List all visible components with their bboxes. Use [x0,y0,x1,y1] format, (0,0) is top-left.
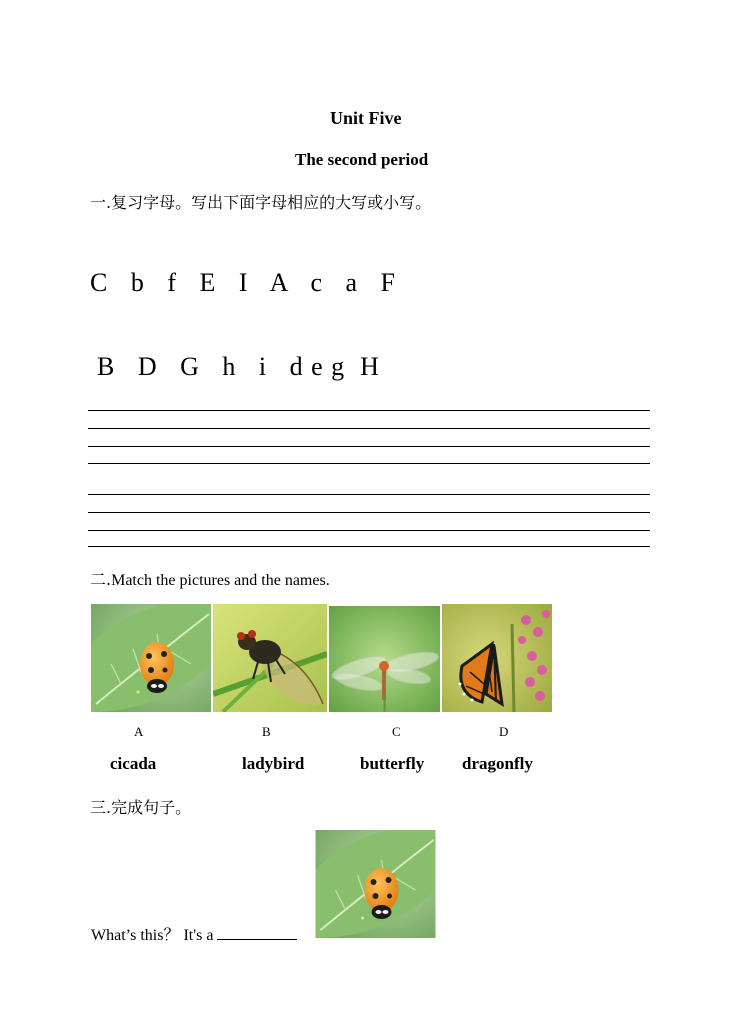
butterfly-photo [442,604,552,712]
section3-number: 三. [90,798,112,817]
section1-instruction: 复习字母。写出下面字母相应的大写或小写。 [111,193,432,212]
letters-row-2: B D G h i d e g H [97,352,380,381]
section3-instruction: 完成句子。 [111,798,192,817]
name-dragonfly[interactable]: dragonfly [462,754,533,773]
section1-heading [90,190,431,213]
letters-row-1: C b f E I A c a F [90,268,396,297]
ladybird-photo [315,830,436,938]
writing-line[interactable] [88,428,650,429]
writing-line[interactable] [88,546,650,547]
cicada-photo [213,604,327,712]
section2-number: 二. [90,570,112,589]
dragonfly-photo [329,606,440,712]
name-butterfly[interactable]: butterfly [360,754,425,773]
name-ladybird[interactable]: ladybird [242,754,305,773]
picture-label-a: A [134,724,144,739]
section3-heading [90,795,191,818]
name-cicada[interactable]: cicada [110,754,157,773]
picture-label-b: B [262,724,271,739]
writing-line[interactable] [88,512,650,513]
writing-line[interactable] [88,494,650,495]
page-subtitle: The second period [295,150,429,169]
question-line [91,922,297,945]
writing-line[interactable] [88,530,650,531]
picture-label-c: C [392,724,401,739]
section2-instruction: Match the pictures and the names. [111,572,330,589]
writing-line[interactable] [88,446,650,447]
page-title: Unit Five [330,108,402,128]
question-text: What’s this？ It's a [91,927,214,944]
section1-number: 一. [90,193,112,212]
writing-line[interactable] [88,410,650,411]
writing-line[interactable] [88,463,650,464]
ladybird-photo [91,604,211,712]
answer-blank[interactable] [217,925,297,940]
section2-heading [90,567,330,590]
picture-label-d: D [499,724,509,739]
